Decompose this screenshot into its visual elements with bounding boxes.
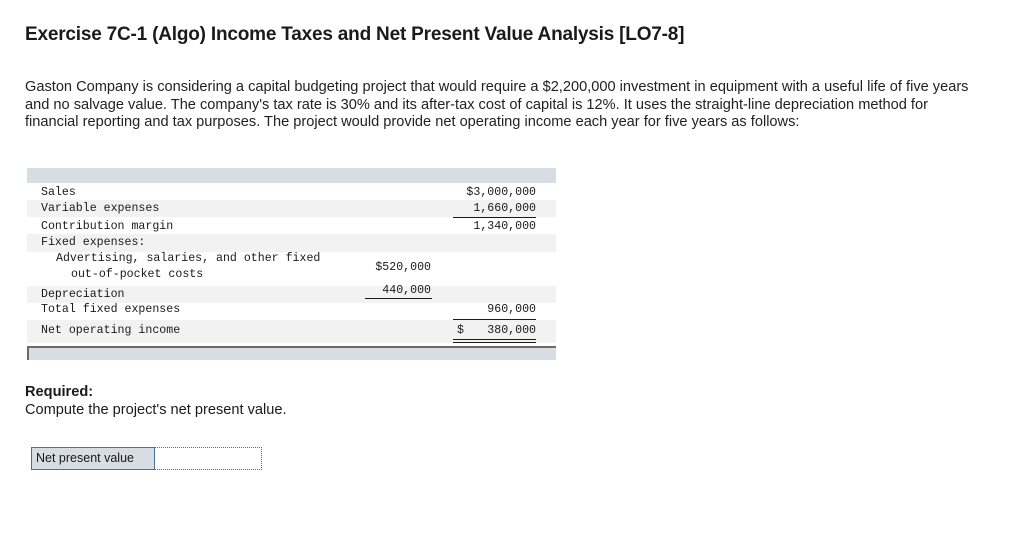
table-row-sales xyxy=(27,183,556,200)
table-row-advertising xyxy=(27,252,556,286)
table-row-fixed-expenses xyxy=(27,234,556,252)
double-underline-top xyxy=(453,339,536,340)
total-fixed-expenses-label: Total fixed expenses xyxy=(41,303,181,316)
sales-value: $3,000,000 xyxy=(466,186,536,199)
advertising-value: $520,000 xyxy=(375,261,431,274)
table-row-variable-expenses xyxy=(27,200,556,217)
contribution-margin-value: 1,340,000 xyxy=(473,220,536,233)
table-row-depreciation xyxy=(27,286,556,303)
table-header-band xyxy=(27,168,556,183)
net-present-value-label: Net present value xyxy=(31,447,155,470)
variable-expenses-label: Variable expenses xyxy=(41,202,160,215)
advertising-label-line2: out-of-pocket costs xyxy=(71,268,204,281)
variable-expenses-value: 1,660,000 xyxy=(473,202,536,215)
net-present-value-input[interactable] xyxy=(155,447,262,470)
contribution-margin-label: Contribution margin xyxy=(41,220,174,233)
table-footer-band xyxy=(27,346,556,360)
required-heading: Required: xyxy=(25,384,94,400)
table-footer-top-border xyxy=(27,346,556,348)
depreciation-value: 440,000 xyxy=(382,284,431,297)
net-operating-income-label: Net operating income xyxy=(41,324,181,337)
table-row-total-fixed xyxy=(27,303,556,320)
total-fixed-expenses-value: 960,000 xyxy=(487,303,536,316)
exercise-title: Exercise 7C-1 (Algo) Income Taxes and Net Present Value Analysis [LO7-8] xyxy=(25,24,685,45)
income-statement-table xyxy=(27,168,556,360)
problem-description: Gaston Company is considering a capital budgeting project that would require a $2,200,000 investment in equipment with a useful life of five years and no salvage value. The company's tax rate is 30% and its after-tax cost of capital is 12%. It uses the straight-line depreciation method for financial reporting and tax purposes. The project would provide net operating income each year for five years as follows: xyxy=(25,79,969,130)
depreciation-label: Depreciation xyxy=(41,288,125,301)
required-instruction: Compute the project's net present value. xyxy=(25,402,287,418)
table-footer-left-border xyxy=(27,346,29,360)
net-operating-income-value: 380,000 xyxy=(487,324,536,337)
double-underline-bottom xyxy=(453,342,536,343)
answer-row xyxy=(31,447,262,470)
net-operating-income-dollar: $ xyxy=(457,324,464,337)
advertising-label-line1: Advertising, salaries, and other fixed xyxy=(56,252,321,265)
table-row-contribution-margin xyxy=(27,218,556,234)
underline-depreciation xyxy=(365,298,432,299)
fixed-expenses-label: Fixed expenses: xyxy=(41,236,146,249)
sales-label: Sales xyxy=(41,186,76,199)
